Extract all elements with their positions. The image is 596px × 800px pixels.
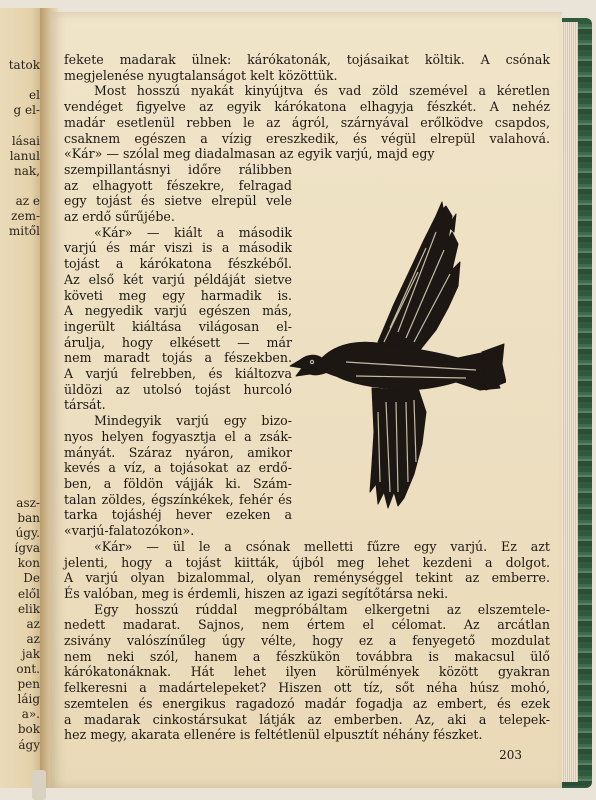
text-line: varjú és már viszi is a második [64,240,292,256]
text-line: a madarak cinkostársukat látják az emberben. Az, aki a telepek- [64,711,550,727]
paragraph [64,539,550,602]
text-line: az erdő sűrűjébe. [64,209,175,225]
text-line: A varjú olyan bizalommal, olyan reménységgel tekint az emberre. [64,570,550,586]
left-page-text-fragment: asz- [16,495,40,510]
text-line: szempillantásnyi időre rálibben [64,161,292,177]
left-page-text-fragment: elik [17,601,40,616]
text-line: fekete madarak ülnek: kárókatonák, tojásaikat költik. A csónak [64,52,550,67]
left-page-text-fragment: jak [21,646,40,661]
left-page-text-fragment: kon [17,556,40,571]
text-line: tojást a kárókatona fészkéből. [64,256,292,272]
crow-illustration [286,192,506,512]
text-line: nyos helyen fogyasztja el a zsák- [64,428,292,444]
text-line: egy tojást és sietve elrepül vele [64,193,292,209]
bookmark-ribbon [32,770,46,800]
left-page-text-fragment: az [26,631,40,646]
text-line: tarka tojáshéj hever ezeken a [64,507,292,523]
text-line: ben, a földön vájják ki. Szám- [64,475,292,491]
left-page-text-fragment: ont. [16,662,40,676]
left-page-text-fragment: el [29,88,40,103]
text-line: madár esetlenül rebben le az ágról, szárnyával erőlködve csapdos, [64,114,550,130]
text-line: csaknem egészen a vízig ereszkedik, és végül elrepül valahová. [64,130,550,146]
left-page-text-fragment: lásai [11,133,40,148]
text-line: «Kár» — kiált a második [94,224,292,240]
left-page-text-fragment: úgy. [15,526,40,541]
text-line: mányát. Száraz nyáron, amikor [64,444,292,460]
page-number: 203 [499,748,522,762]
paragraph [64,602,550,743]
left-page-text-fragment: ban [17,511,40,525]
left-page-text-fragment: elől [17,586,40,601]
text-line: zsivány valószínűleg úgy vélte, hogy ez a fenyegető mozdulat [64,633,550,649]
text-line: árulja, hogy elkésett — már [64,334,292,350]
text-line: «Kár» — szólal meg diadalmasan az egyik varjú, majd egy [64,146,435,162]
text-line: Mindegyik varjú egy bizo- [94,413,292,429]
paragraph [64,162,292,225]
text-line: A varjú felrebben, és kiáltozva [64,366,292,382]
paragraph [64,83,550,162]
right-page [50,12,562,788]
text-line: talan zöldes, égszínkékek, fehér és [64,491,292,507]
left-page-text-fragment: nak, [14,163,40,178]
left-page-text-fragment: tatok [8,58,40,72]
text-line: szemtelen és energikus ragadozó madár fogadja az embert, és ezek [64,695,550,711]
left-page-text-fragment: az [26,616,40,631]
paragraph [64,52,550,83]
left-page-text-fragment: pen [17,677,40,692]
paragraph [64,225,292,413]
text-line: hez megy, akarata ellenére is feltétlenül elpusztít néhány fészket. [64,727,483,743]
text-line: És valóban, meg is érdemli, hiszen az igazi segítőtársa neki. [64,585,449,601]
left-page-text-fragment: g el- [13,103,40,118]
text-line: nem maradt tojás a fészekben. [64,350,292,366]
paragraph [64,413,292,539]
left-page-text-fragment: lanul [9,148,40,163]
text-line: Most hosszú nyakát kinyújtva és vad zöld szemével a kéretlen [94,83,550,99]
text-line: nem neki szól, hanem a fészkükön továbbra is makacsul ülő [64,648,550,664]
text-line: vendéget figyelve az egyik kárókatona elhagyja fészkét. A nehéz [64,99,550,115]
left-page-text-fragment: ágy [18,737,40,752]
text-line: üldözi az utolsó tojást hurcoló [64,381,292,397]
text-line: «varjú-falatozókon». [64,523,195,539]
text-line: Egy hosszú rúddal megpróbáltam elkergetni az elszemtele- [94,601,550,617]
left-page-text-fragment: láig [17,692,40,707]
left-page [0,8,44,788]
text-line: megjelenése nyugtalanságot kelt közöttük. [64,67,338,83]
left-page-text-fragment: a». [21,707,40,722]
text-line: A negyedik varjú egészen más, [64,303,292,319]
text-line: társát. [64,397,106,413]
left-page-text-fragment: az e [15,193,40,208]
page-stack-edge [560,22,578,782]
text-line: követi meg egy harmadik is. [64,287,292,303]
left-page-text-fragment: De [23,571,40,586]
text-line: Az első két varjú példáját sietve [64,271,292,287]
left-page-text-fragment: mitől [8,224,40,239]
text-line: jelenti, hogy a tojást kiitták, újból meg lehet kezdeni a dolgot. [64,554,550,570]
text-line: kevés a víz, a tojásokat az erdő- [64,460,292,476]
left-page-text-fragment: ígva [14,541,40,556]
text-line: «Kár» — ül le a csónak melletti fűzre egy varjú. Ez azt [94,538,550,554]
left-page-text-fragment: bok [17,722,40,737]
text-line: az elhagyott fészekre, felragad [64,177,292,193]
text-line: kárókatonáknak. Hát lehet ilyen körülmények között gyakran [64,664,550,680]
text-line: nedett madarat. Sajnos, nem értem el célomat. Az arcátlan [64,617,550,633]
left-page-text-fragment: zem- [11,209,40,223]
text-line: ingerült kiáltása világosan el- [64,318,292,334]
text-line: felkeresni a madártelepeket? Hiszen ott tíz, sőt néha húsz mohó, [64,680,550,696]
